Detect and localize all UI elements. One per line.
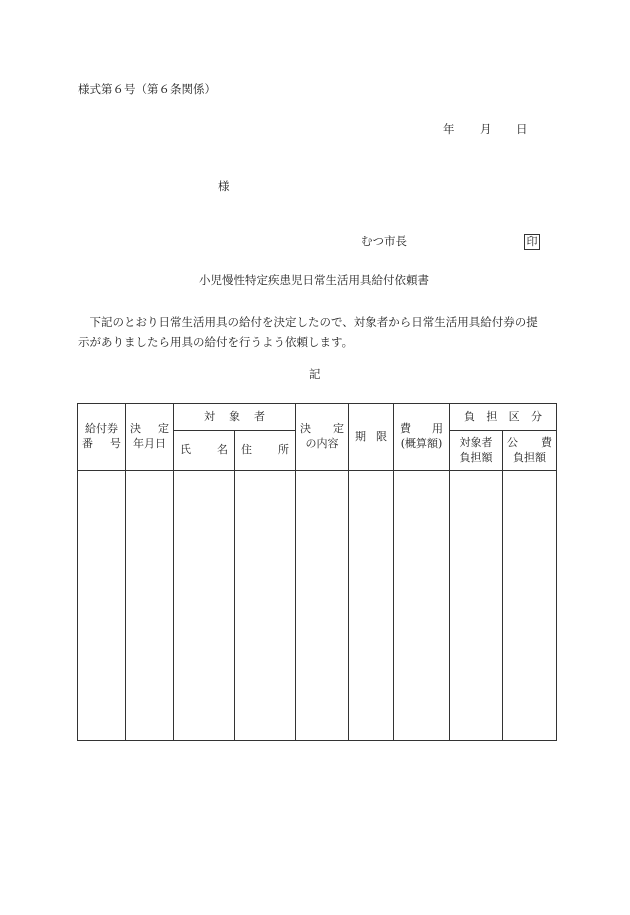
cell-subject-burden[interactable] — [450, 471, 503, 741]
ledger-table — [77, 403, 557, 741]
header-subject-burden — [450, 431, 503, 471]
header-subject-char: 象 — [229, 409, 240, 423]
header-voucher-char: 号 — [110, 437, 121, 450]
header-burden-char: 負 — [464, 409, 475, 423]
header-voucher-char: 番 — [82, 437, 93, 450]
header-burden-division — [450, 404, 557, 431]
cell-public-burden[interactable] — [503, 471, 557, 741]
note-heading: 記 — [309, 367, 321, 381]
header-decision-char: 定 — [158, 422, 169, 436]
cell-period[interactable] — [349, 471, 394, 741]
header-period-char: 期 — [355, 429, 366, 443]
header-address-char: 住 — [241, 443, 252, 457]
header-name-char: 名 — [217, 443, 228, 457]
header-burden-char: 分 — [530, 409, 542, 423]
header-burden-char: 区 — [508, 409, 520, 423]
header-cost-char: 用 — [432, 422, 443, 436]
header-decision-content-label: の内容 — [305, 437, 339, 450]
date-day-label: 日 — [516, 122, 528, 136]
header-subject-burden-label: 対象者 — [459, 435, 493, 449]
cell-voucher-number[interactable] — [78, 471, 126, 741]
body-line-2: 示がありましたら用具の給付を行うよう依頼します。 — [78, 335, 354, 349]
header-address-char: 所 — [278, 443, 289, 457]
body-line-1: 下記のとおり日常生活用具の給付を決定したので、対象者から日常生活用具給付券の提 — [89, 315, 538, 329]
header-public-burden-amount: 負担額 — [513, 450, 546, 464]
header-subject-char: 対 — [204, 409, 215, 423]
header-cost-char: 費 — [400, 422, 411, 436]
cell-decision-date[interactable] — [126, 471, 174, 741]
cell-cost[interactable] — [394, 471, 450, 741]
header-public-char: 費 — [541, 435, 552, 449]
header-voucher-number — [78, 404, 126, 471]
addressee-suffix: 様 — [218, 179, 230, 193]
table-row — [78, 471, 557, 741]
header-public-burden — [503, 431, 557, 471]
header-name — [174, 431, 235, 471]
header-subject-char: 者 — [254, 409, 265, 423]
header-public-char: 公 — [507, 435, 518, 449]
header-burden-char: 担 — [486, 409, 498, 423]
document-title: 小児慢性特定疾患児日常生活用具給付依頼書 — [199, 273, 429, 287]
header-decision-date-label: 年月日 — [133, 437, 166, 450]
header-cost-estimate: (概算額) — [400, 437, 443, 450]
header-voucher-label: 給付券 — [85, 422, 118, 436]
header-period — [349, 404, 394, 471]
header-subject-burden-amount: 負担額 — [459, 450, 493, 464]
header-period-char: 限 — [376, 429, 387, 443]
header-content-char: 定 — [333, 422, 344, 436]
cell-name[interactable] — [174, 471, 235, 741]
date-month-label: 月 — [480, 122, 492, 136]
header-content-char: 決 — [300, 422, 311, 436]
header-subject — [174, 404, 296, 431]
date-year-label: 年 — [443, 122, 455, 136]
issuer-name: むつ市長 — [361, 234, 407, 248]
seal-mark: 印 — [524, 234, 540, 250]
cell-decision-content[interactable] — [296, 471, 349, 741]
header-cost — [394, 404, 450, 471]
cell-address[interactable] — [235, 471, 296, 741]
header-decision-content — [296, 404, 349, 471]
header-decision-date — [126, 404, 174, 471]
form-number: 様式第６号（第６条関係） — [78, 82, 216, 96]
header-address — [235, 431, 296, 471]
body-text — [78, 312, 558, 352]
header-name-char: 氏 — [180, 443, 191, 457]
header-decision-char: 決 — [130, 422, 141, 436]
